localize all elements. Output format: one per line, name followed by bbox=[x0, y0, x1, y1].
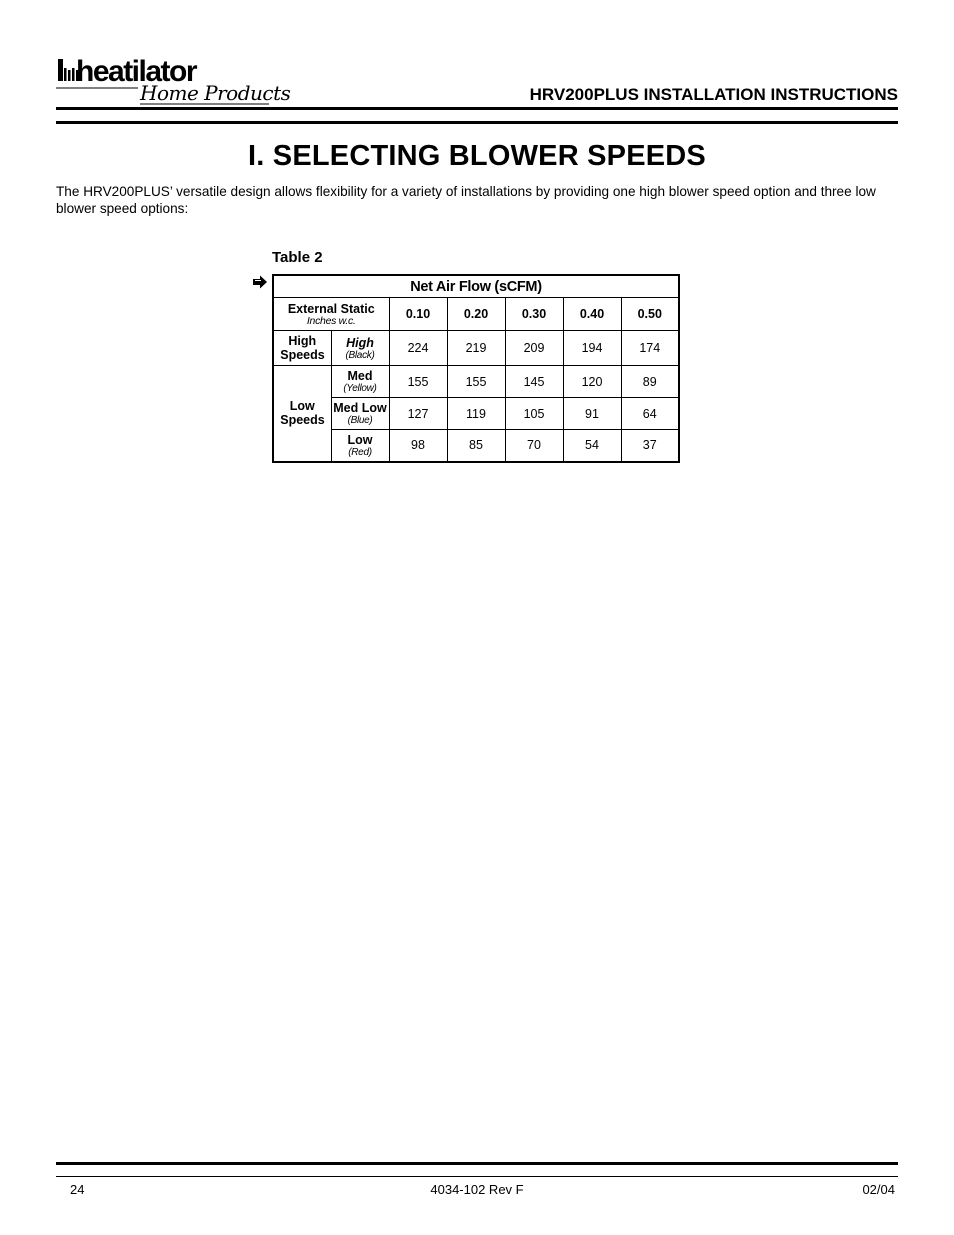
wire-color: (Red) bbox=[348, 446, 372, 458]
value-cell: 119 bbox=[447, 398, 505, 430]
value-cell: 155 bbox=[447, 366, 505, 398]
wire-color: (Blue) bbox=[347, 415, 373, 426]
brand-sub: Home Products bbox=[140, 81, 291, 105]
value-cell: 64 bbox=[621, 398, 679, 430]
table-row bbox=[273, 331, 679, 366]
section-title: I. SELECTING BLOWER SPEEDS bbox=[248, 140, 706, 172]
value-cell: 194 bbox=[563, 331, 621, 366]
value-cell: 127 bbox=[389, 398, 447, 430]
speed-label: High bbox=[346, 335, 374, 350]
brand-name: heatilator bbox=[76, 55, 197, 88]
speed-label: Med Low bbox=[333, 401, 387, 415]
wire-color: (Yellow) bbox=[343, 383, 377, 394]
column-header: 0.40 bbox=[563, 298, 621, 331]
speed-cell bbox=[331, 331, 389, 366]
value-cell: 155 bbox=[389, 366, 447, 398]
header-rule-bottom bbox=[56, 121, 898, 124]
table-row bbox=[273, 398, 679, 430]
value-cell: 70 bbox=[505, 430, 563, 462]
header-rule-top bbox=[56, 107, 898, 110]
group-label-high: High Speeds bbox=[273, 331, 331, 366]
group-label-low: Low Speeds bbox=[273, 366, 331, 462]
value-cell: 37 bbox=[621, 430, 679, 462]
heatilator-logo bbox=[56, 54, 291, 112]
footer-rule-bottom bbox=[56, 1176, 898, 1177]
static-unit: Inches w.c. bbox=[306, 314, 356, 327]
column-header: 0.20 bbox=[447, 298, 505, 331]
value-cell: 89 bbox=[621, 366, 679, 398]
air-flow-table bbox=[272, 274, 680, 463]
speed-label: Med bbox=[347, 369, 373, 383]
speed-cell bbox=[331, 398, 389, 430]
value-cell: 54 bbox=[563, 430, 621, 462]
doc-number: 4034-102 Rev F bbox=[430, 1182, 524, 1197]
table-row bbox=[273, 430, 679, 462]
speed-cell bbox=[331, 430, 389, 462]
intro-paragraph: The HRV200PLUS’ versatile design allows flexibility for a variety of installations by providing one high blower speed option and three low blower speed options: bbox=[56, 184, 876, 216]
table-title: Net Air Flow (sCFM) bbox=[273, 275, 679, 298]
table-row bbox=[273, 366, 679, 398]
value-cell: 209 bbox=[505, 331, 563, 366]
page-number: 24 bbox=[70, 1182, 85, 1197]
speed-label: Low bbox=[347, 432, 373, 447]
wire-color: (Black) bbox=[345, 349, 375, 361]
value-cell: 91 bbox=[563, 398, 621, 430]
external-static-header bbox=[273, 298, 389, 331]
document-title: HRV200PLUS INSTALLATION INSTRUCTIONS bbox=[529, 85, 898, 104]
doc-date: 02/04 bbox=[862, 1182, 895, 1197]
column-header: 0.50 bbox=[621, 298, 679, 331]
value-cell: 105 bbox=[505, 398, 563, 430]
static-label: External Static bbox=[287, 301, 375, 316]
column-header: 0.30 bbox=[505, 298, 563, 331]
value-cell: 120 bbox=[563, 366, 621, 398]
value-cell: 98 bbox=[389, 430, 447, 462]
value-cell: 219 bbox=[447, 331, 505, 366]
footer-rule-top bbox=[56, 1162, 898, 1165]
speed-cell bbox=[331, 366, 389, 398]
arrow-right-icon bbox=[252, 275, 268, 289]
value-cell: 85 bbox=[447, 430, 505, 462]
value-cell: 174 bbox=[621, 331, 679, 366]
table-caption: Table 2 bbox=[272, 249, 323, 266]
value-cell: 224 bbox=[389, 331, 447, 366]
column-header: 0.10 bbox=[389, 298, 447, 331]
value-cell: 145 bbox=[505, 366, 563, 398]
